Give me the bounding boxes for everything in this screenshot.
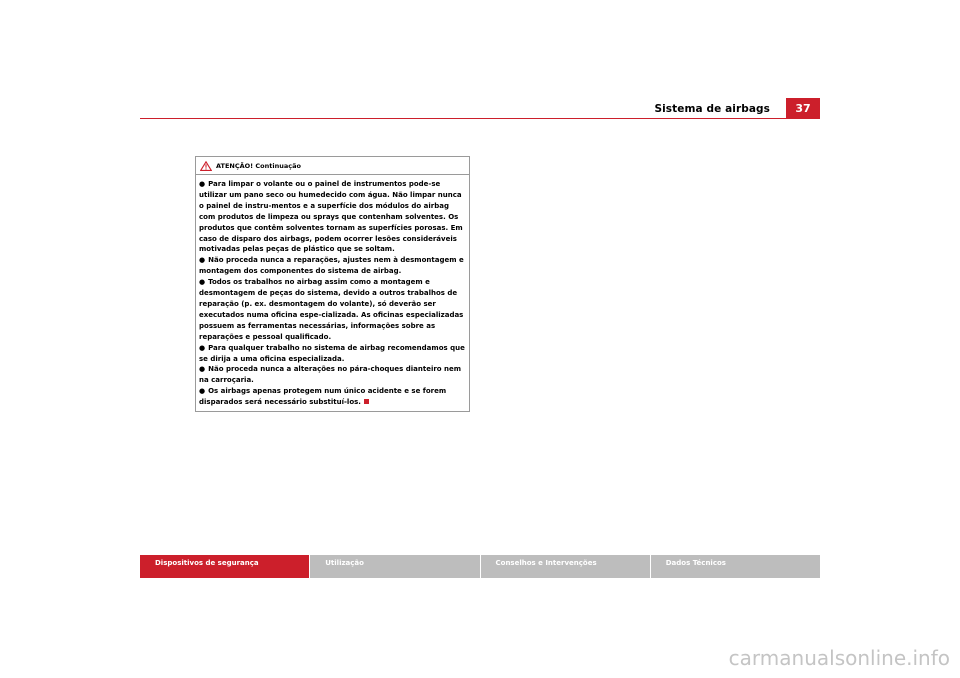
tab-utilizacao[interactable]: Utilização — [309, 555, 479, 578]
list-item-text: Não proceda nunca a alterações no pára-choques dianteiro nem na carroçaria. — [199, 365, 462, 385]
bullet-icon: ● — [199, 365, 206, 374]
tab-dispositivos-de-seguranca[interactable]: Dispositivos de segurança — [140, 555, 309, 578]
list-item-text: Não proceda nunca a reparações, ajustes nem à desmontagem e montagem dos componentes do sistema de airbag. — [199, 256, 464, 276]
bullet-icon: ● — [199, 256, 206, 265]
warning-title: ATENÇÃO! Continuação — [216, 161, 301, 170]
watermark: carmanualsonline.info — [728, 646, 950, 670]
end-of-section-icon — [364, 399, 369, 404]
bullet-icon: ● — [199, 180, 206, 188]
warning-body — [196, 175, 469, 408]
list-item-text: Os airbags apenas protegem num único acidente e se forem disparados será necessário substituí-los. — [199, 387, 447, 407]
list-item — [199, 277, 465, 342]
warning-box — [195, 156, 470, 412]
list-item — [199, 179, 465, 255]
page-title: Sistema de airbags — [654, 103, 770, 115]
list-item-text: Para limpar o volante ou o painel de instrumentos pode-se utilizar um pano seco ou humedecido com água. Não limpar nunca o painel de instru-mentos e a superfície dos módulos do airbag com produtos de limpeza ou sprays que contenham solventes. Os produtos que contêm solventes tornam as superfícies porosas. Em caso de disparo dos airbags, podem ocorrer lesões consideráveis motivadas pelas peças de plástico que se soltam. — [199, 180, 463, 254]
list-item-text: Todos os trabalhos no airbag assim como a montagem e desmontagem de peças do sistema, devido a outros trabalhos de reparação (p. ex. desmontagem do volante), só deverão ser executados numa oficina espe-cializada. As oficinas especializadas possuem as ferramentas necessárias, informações sobre as reparações e pessoal qualificado. — [199, 278, 464, 341]
tab-conselhos-e-intervencoes[interactable]: Conselhos e Intervenções — [480, 555, 650, 578]
page-number: 37 — [786, 98, 820, 119]
list-item — [199, 255, 465, 277]
list-item — [199, 343, 465, 365]
tab-dados-tecnicos[interactable]: Dados Técnicos — [650, 555, 820, 578]
list-item — [199, 386, 465, 408]
list-item — [199, 364, 465, 386]
chapter-tabs — [140, 555, 820, 578]
bullet-icon: ● — [199, 278, 206, 287]
list-item-text: Para qualquer trabalho no sistema de airbag recomendamos que se dirija a uma oficina especializada. — [199, 343, 465, 363]
warning-header — [196, 157, 469, 175]
bullet-icon: ● — [199, 387, 206, 396]
warning-triangle-icon — [200, 161, 212, 171]
bullet-icon: ● — [199, 343, 206, 352]
header-divider — [140, 118, 820, 119]
